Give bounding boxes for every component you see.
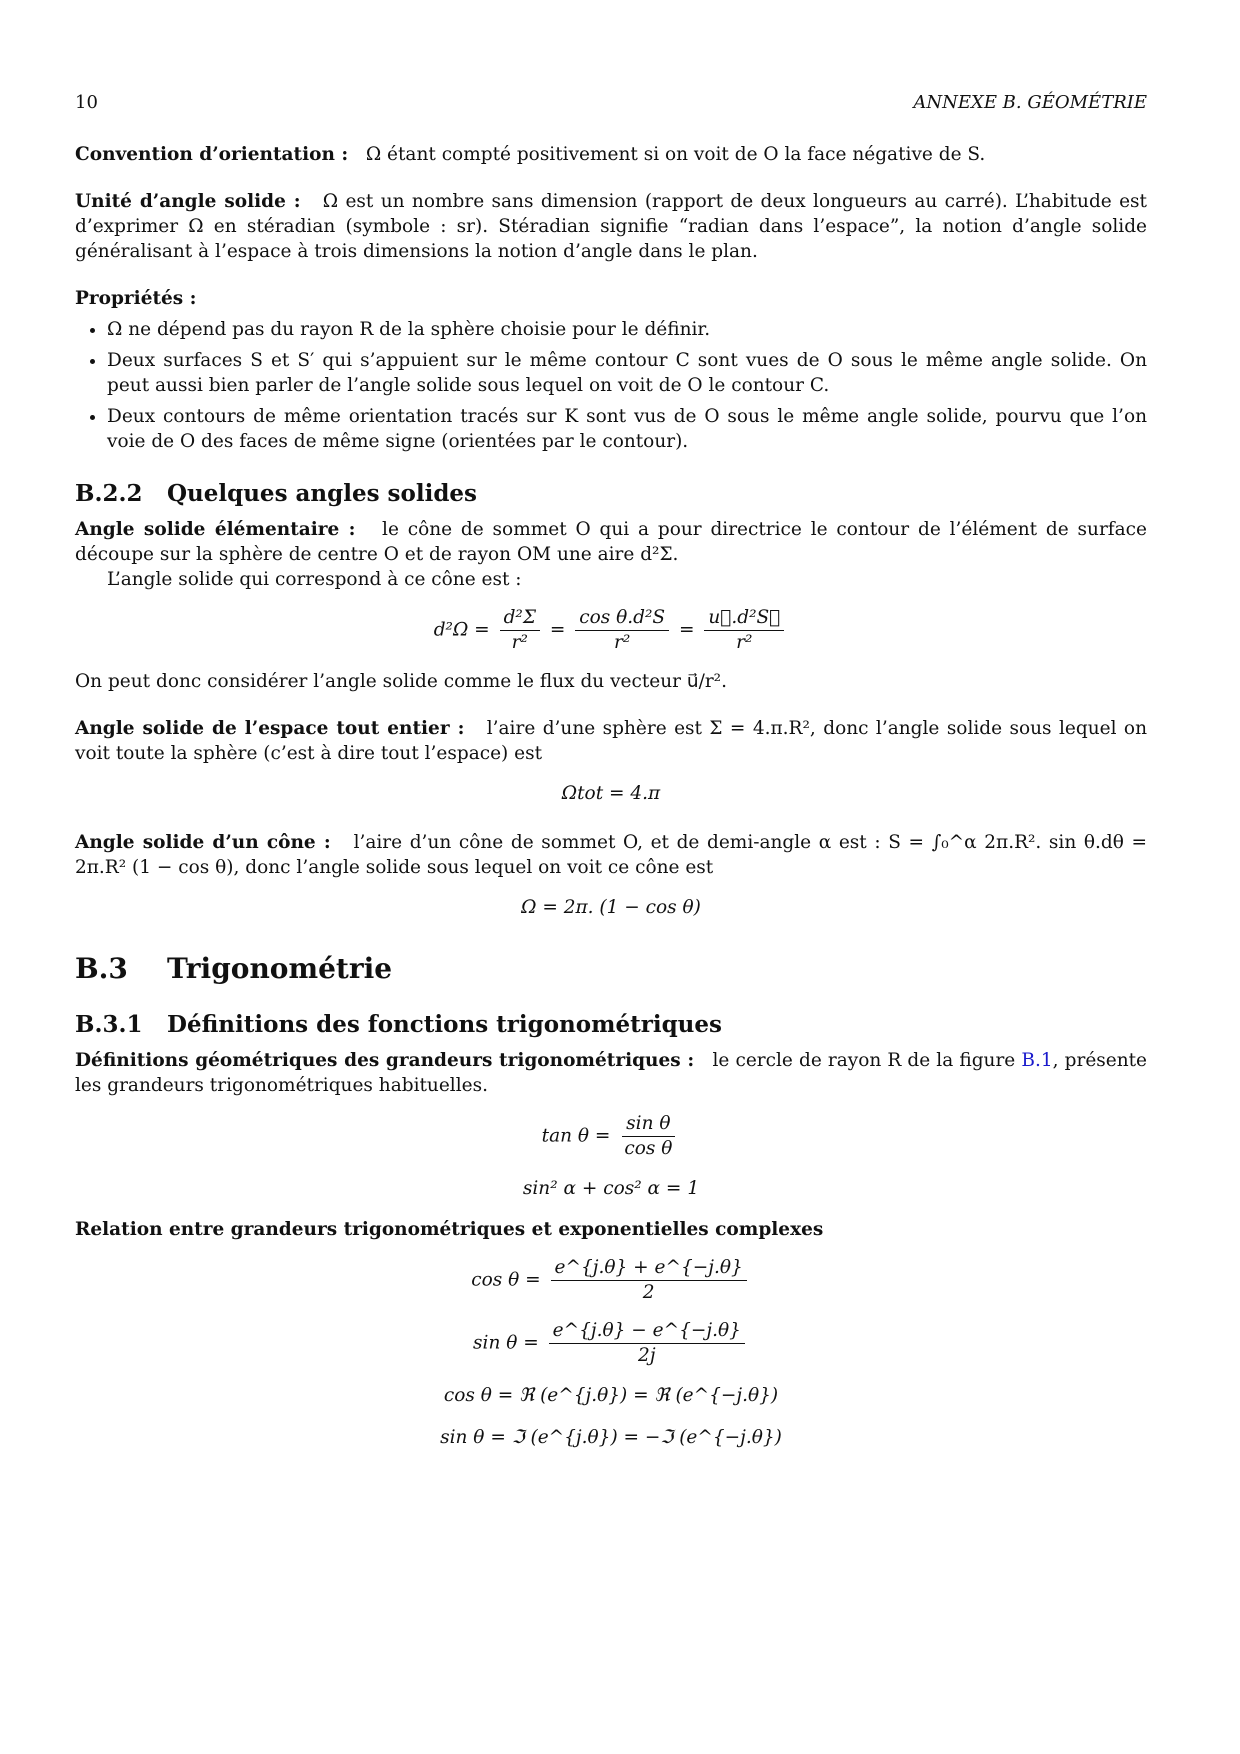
eq-sign: = (549, 619, 566, 641)
paragraph-espace (75, 716, 1147, 766)
elementaire-text2: L’angle solide qui correspond à ce cône est : (107, 569, 522, 590)
proprietes-list (75, 317, 1147, 454)
section-title: Trigonométrie (167, 952, 393, 985)
eq-lhs: tan θ = (541, 1125, 611, 1147)
equation-cos-re: cos θ = ℜ (e^{j.θ}) = ℜ (e^{−j.θ}) (443, 1385, 779, 1406)
eq-lhs: sin θ = (473, 1332, 539, 1354)
chapter-title: ANNEXE B. GÉOMÉTRIE (913, 92, 1147, 113)
section-number: B.2.2 (75, 480, 143, 507)
proprietes-label: Propriétés : (75, 288, 197, 309)
fraction (575, 606, 669, 655)
paragraph-unite (75, 189, 1147, 264)
numerator: u⃗.d²S⃗ (704, 606, 784, 631)
section-heading-b22 (75, 480, 1147, 507)
convention-text: Ω étant compté positivement si on voit de O la face négative de S. (365, 144, 986, 165)
elementaire-text: le cône de sommet O qui a pour directrice le contour de l’élément de surface découpe sur la sphère de centre O et de rayon OM une aire d²Σ. (75, 519, 1147, 565)
numerator: d²Σ (500, 606, 540, 631)
paragraph-cone (75, 830, 1147, 880)
definitions-text-b: , présente les grandeurs trigonométriques habituelles. (75, 1050, 1148, 1096)
section-number: B.3 (75, 952, 128, 985)
equation-sin-exp (75, 1319, 1147, 1368)
list-item: • Deux contours de même orientation tracés sur K sont vus de O sous le même angle solide, pourvu que l’on voie de O des faces de même signe (orientées par le contour). (107, 404, 1147, 454)
cone-label: Angle solide d’un cône : (75, 832, 331, 853)
equation-omega-cone: Ω = 2π. (1 − cos θ) (521, 897, 701, 918)
numerator: e^{j.θ} − e^{−j.θ} (549, 1319, 745, 1344)
equation-sin-im: sin θ = ℑ (e^{j.θ}) = −ℑ (e^{−j.θ}) (440, 1427, 782, 1448)
numerator: sin θ (622, 1112, 674, 1137)
eq-lhs: d²Ω = (433, 619, 490, 641)
definitions-label: Définitions géométriques des grandeurs trigonométriques : (75, 1050, 695, 1071)
equation-omega-tot: Ωtot = 4.π (561, 783, 661, 804)
denominator: 2j (638, 1345, 656, 1366)
section-title: Définitions des fonctions trigonométriques (167, 1011, 722, 1038)
unite-label: Unité d’angle solide : (75, 191, 301, 212)
elementaire-label: Angle solide élémentaire : (75, 519, 356, 540)
numerator: e^{j.θ} + e^{−j.θ} (551, 1256, 747, 1281)
denominator: cos θ (624, 1138, 673, 1159)
denominator: r² (736, 632, 753, 653)
espace-label: Angle solide de l’espace tout entier : (75, 718, 465, 739)
section-number: B.3.1 (75, 1011, 143, 1038)
paragraph-definitions (75, 1048, 1147, 1098)
equation-tan (75, 1112, 1147, 1161)
flux-sentence: On peut donc considérer l’angle solide comme le flux du vecteur u⃗/r². (75, 671, 727, 692)
page-number: 10 (75, 92, 98, 113)
section-heading-b31 (75, 1011, 1147, 1038)
denominator: r² (511, 632, 528, 653)
equation-d2omega (75, 606, 1147, 655)
convention-label: Convention d’orientation : (75, 144, 349, 165)
paragraph-elementaire (75, 517, 1147, 567)
relation-label: Relation entre grandeurs trigonométriques et exponentielles complexes (75, 1219, 824, 1240)
list-item: • Ω ne dépend pas du rayon R de la sphère choisie pour le définir. (107, 317, 1147, 342)
running-header (75, 92, 1147, 116)
section-heading-b3 (75, 952, 1147, 985)
equation-cos-exp (75, 1256, 1147, 1305)
list-item: • Deux surfaces S et S′ qui s’appuient sur le même contour C sont vues de O sous le même angle solide. On peut aussi bien parler de l’angle solide sous lequel on voit de O le contour C. (107, 348, 1147, 398)
fraction (620, 1112, 676, 1161)
paragraph-convention (75, 142, 1147, 167)
fraction (704, 606, 784, 655)
fraction (551, 1256, 747, 1305)
cone-text: l’aire d’un cône de sommet O, et de demi-angle α est : S = ∫₀^α 2π.R². sin θ.dθ = 2π.R² (1 − cos θ), donc l’angle solide sous lequel on voit ce cône est (75, 832, 1147, 878)
eq-lhs: cos θ = (471, 1269, 541, 1291)
equation-pythagore: sin² α + cos² α = 1 (522, 1178, 700, 1199)
denominator: 2 (642, 1282, 655, 1303)
definitions-text-a: le cercle de rayon R de la figure (712, 1050, 1016, 1071)
figure-link[interactable]: B.1 (1021, 1050, 1053, 1071)
fraction (500, 606, 540, 655)
fraction (549, 1319, 745, 1368)
eq-sign: = (678, 619, 695, 641)
espace-text: l’aire d’une sphère est Σ = 4.π.R², donc l’angle solide sous lequel on voit toute la sphère (c’est à dire tout l’espace) est (75, 718, 1147, 764)
section-title: Quelques angles solides (167, 480, 477, 507)
unite-text: Ω est un nombre sans dimension (rapport de deux longueurs au carré). L’habitude est d’exprimer Ω en stéradian (symbole : sr). Stéradian signifie “radian dans l’espace”, la notion d’angle solide généralisant à l’espace à trois dimensions la notion d’angle dans le plan. (75, 191, 1147, 262)
page (75, 92, 1147, 1466)
numerator: cos θ.d²S (575, 606, 669, 631)
denominator: r² (614, 632, 631, 653)
